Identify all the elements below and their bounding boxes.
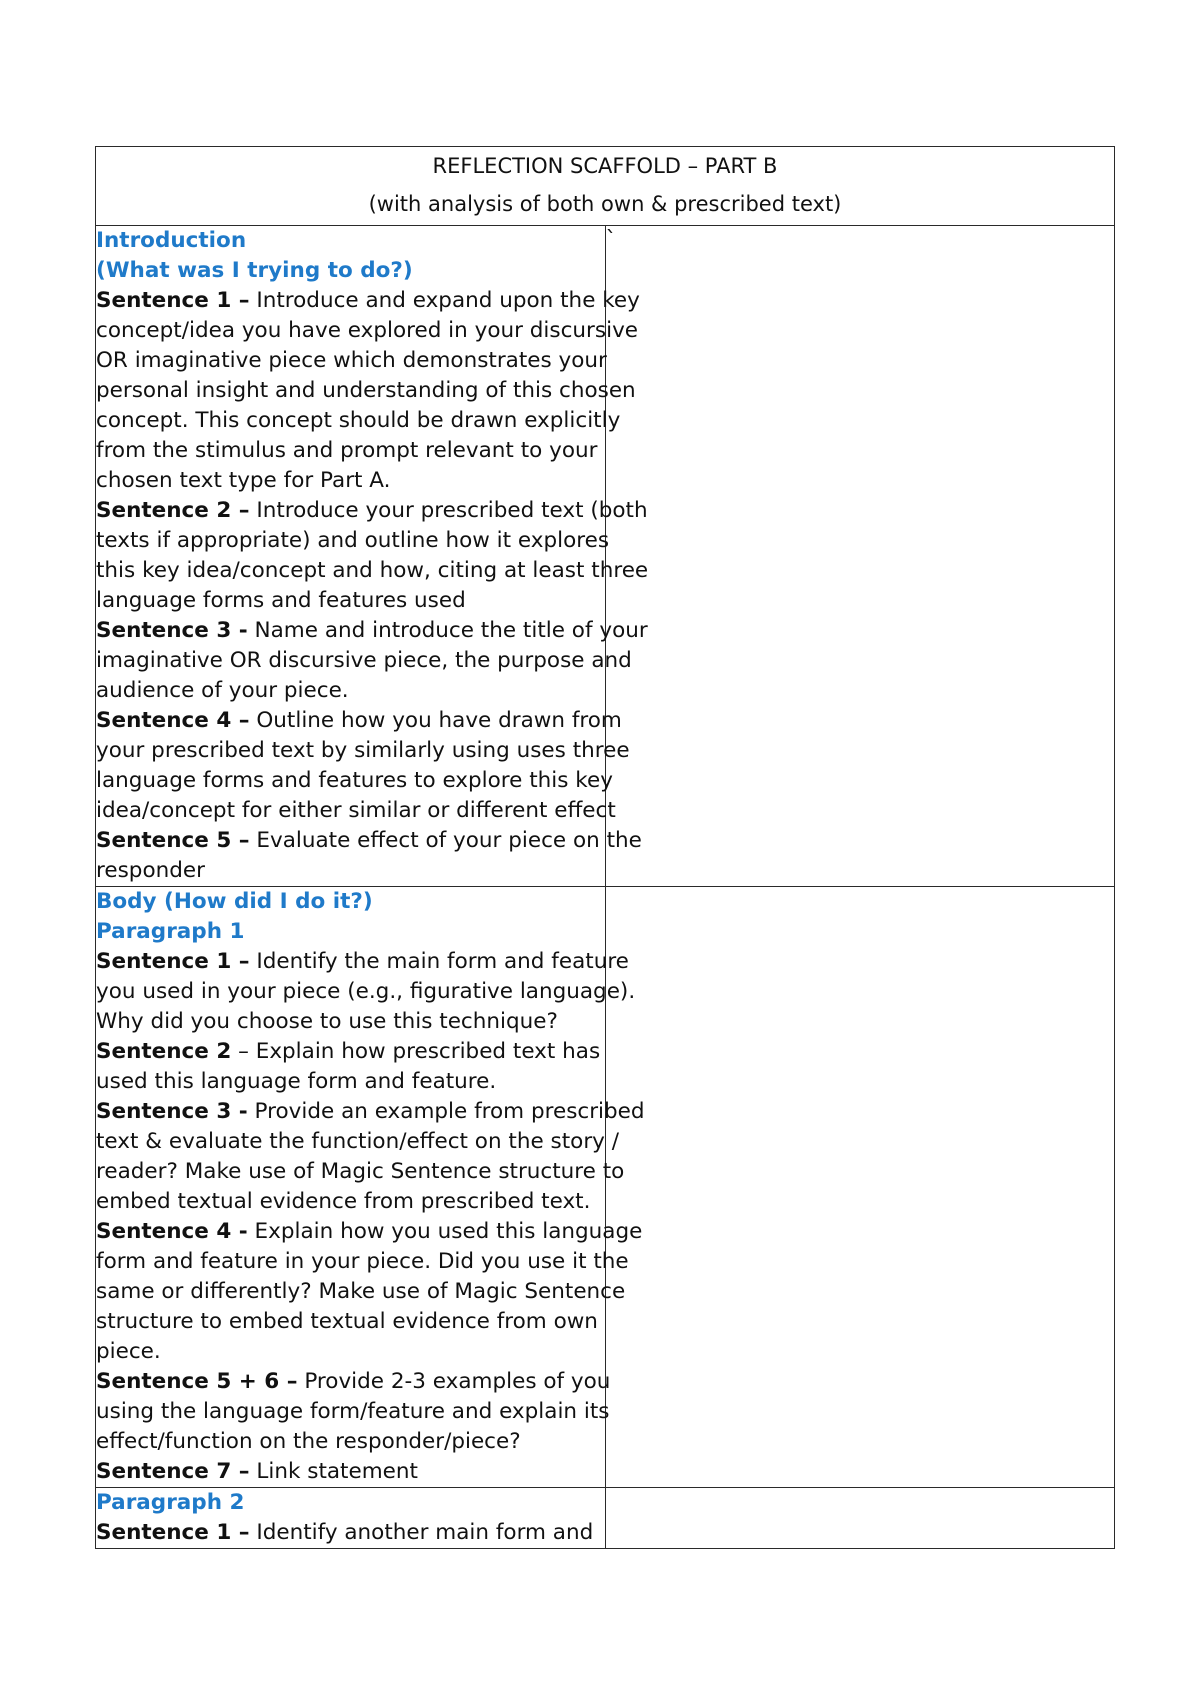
intro-s5-line-1: Sentence 5 – Evaluate effect of your piece on the [96,828,642,853]
intro-heading: Introduction [96,228,247,253]
body-s3-line-4: embed textual evidence from prescribed text. [96,1189,591,1214]
body-response-cell [605,887,1115,1488]
intro-s3-line-2: imaginative OR discursive piece, the purpose and [96,648,632,673]
intro-s1-line-2: concept/idea you have explored in your discursive [96,318,639,343]
intro-s4-line-2: your prescribed text by similarly using uses three [96,738,630,763]
body-s4-line-1: Sentence 4 - Explain how you used this language [96,1219,643,1244]
body-s2-line-2: used this language form and feature. [96,1069,497,1094]
body-s7-line-1: Sentence 7 – Link statement [96,1459,418,1484]
body-s4-line-4: structure to embed textual evidence from own [96,1309,598,1334]
intro-guidance-cell [96,226,649,887]
scaffold-subtitle: (with analysis of both own & prescribed text) [368,192,842,216]
sentence-label: Sentence 1 – [96,288,250,313]
intro-s1-line-3: OR imaginative piece which demonstrates your [96,348,607,373]
sentence-label: Sentence 4 – [96,708,250,733]
body-s3-line-3: reader? Make use of Magic Sentence structure to [96,1159,625,1184]
paragraph-2-heading: Paragraph 2 [96,1490,245,1515]
intro-s1-line-1: Sentence 1 – Introduce and expand upon the key [96,288,640,313]
paragraph-1-heading: Paragraph 1 [96,919,245,944]
body-s4-line-5: piece. [96,1339,161,1364]
intro-s2-line-1: Sentence 2 – Introduce your prescribed text (both [96,498,648,523]
sentence-label: Sentence 5 + 6 – [96,1369,298,1394]
reflection-scaffold-table [95,146,1115,1549]
body-heading: Body (How did I do it?) [96,889,373,914]
intro-s1-line-5: concept. This concept should be drawn explicitly [96,408,621,433]
intro-s4-line-1: Sentence 4 – Outline how you have drawn from [96,708,622,733]
scaffold-title: REFLECTION SCAFFOLD – PART B [432,154,778,178]
sentence-label: Sentence 5 – [96,828,250,853]
intro-s5-line-2: responder [96,858,205,883]
intro-s2-line-3: this key idea/concept and how, citing at least three [96,558,649,583]
intro-s4-line-4: idea/concept for either similar or different effect [96,798,616,823]
intro-row [96,226,1115,887]
body-s1-line-2: you used in your piece (e.g., figurative language). [96,979,636,1004]
p2-s1-line-1: Sentence 1 – Identify another main form and [96,1520,594,1545]
body-row [96,887,1115,1488]
intro-s2-line-4: language forms and features used [96,588,466,613]
body-s3-line-1: Sentence 3 - Provide an example from prescribed [96,1099,645,1124]
body-guidance-cell [96,887,645,1488]
intro-s1-line-6: from the stimulus and prompt relevant to your [96,438,598,463]
body-s1-line-1: Sentence 1 – Identify the main form and feature [96,949,629,974]
intro-s2-line-2: texts if appropriate) and outline how it explores [96,528,610,553]
body-s56-line-3: effect/function on the responder/piece? [96,1429,521,1454]
paragraph-2-row [96,1488,1115,1549]
sentence-label: Sentence 1 – [96,949,250,974]
sentence-label: Sentence 1 – [96,1520,250,1545]
sentence-label: Sentence 4 - [96,1219,248,1244]
intro-s1-line-7: chosen text type for Part A. [96,468,391,493]
paragraph-2-guidance-cell [96,1488,606,1549]
header-row [96,147,1115,226]
body-s4-line-3: same or differently? Make use of Magic Sentence [96,1279,626,1304]
intro-s1-line-4: personal insight and understanding of this chosen [96,378,636,403]
header-cell [96,147,1115,226]
body-s4-line-2: form and feature in your piece. Did you use it the [96,1249,629,1274]
intro-s3-line-3: audience of your piece. [96,678,349,703]
intro-s3-line-1: Sentence 3 - Name and introduce the title of your [96,618,648,643]
sentence-label: Sentence 3 - [96,618,248,643]
paragraph-2-response-cell [605,1488,1115,1549]
body-s1-line-3: Why did you choose to use this technique? [96,1009,558,1034]
body-s2-line-1: Sentence 2 – Explain how prescribed text has [96,1039,601,1064]
stray-backtick-mark: ` [605,228,617,253]
sentence-label: Sentence 2 [96,1039,232,1064]
sentence-label: Sentence 3 - [96,1099,248,1124]
sentence-label: Sentence 2 – [96,498,250,523]
body-s3-line-2: text & evaluate the function/effect on the story / [96,1129,619,1154]
intro-question: (What was I trying to do?) [96,258,413,283]
sentence-label: Sentence 7 – [96,1459,250,1484]
intro-s4-line-3: language forms and features to explore this key [96,768,613,793]
body-s56-line-1: Sentence 5 + 6 – Provide 2-3 examples of you [96,1369,611,1394]
body-s56-line-2: using the language form/feature and explain its [96,1399,610,1424]
intro-response-cell [605,226,1115,887]
